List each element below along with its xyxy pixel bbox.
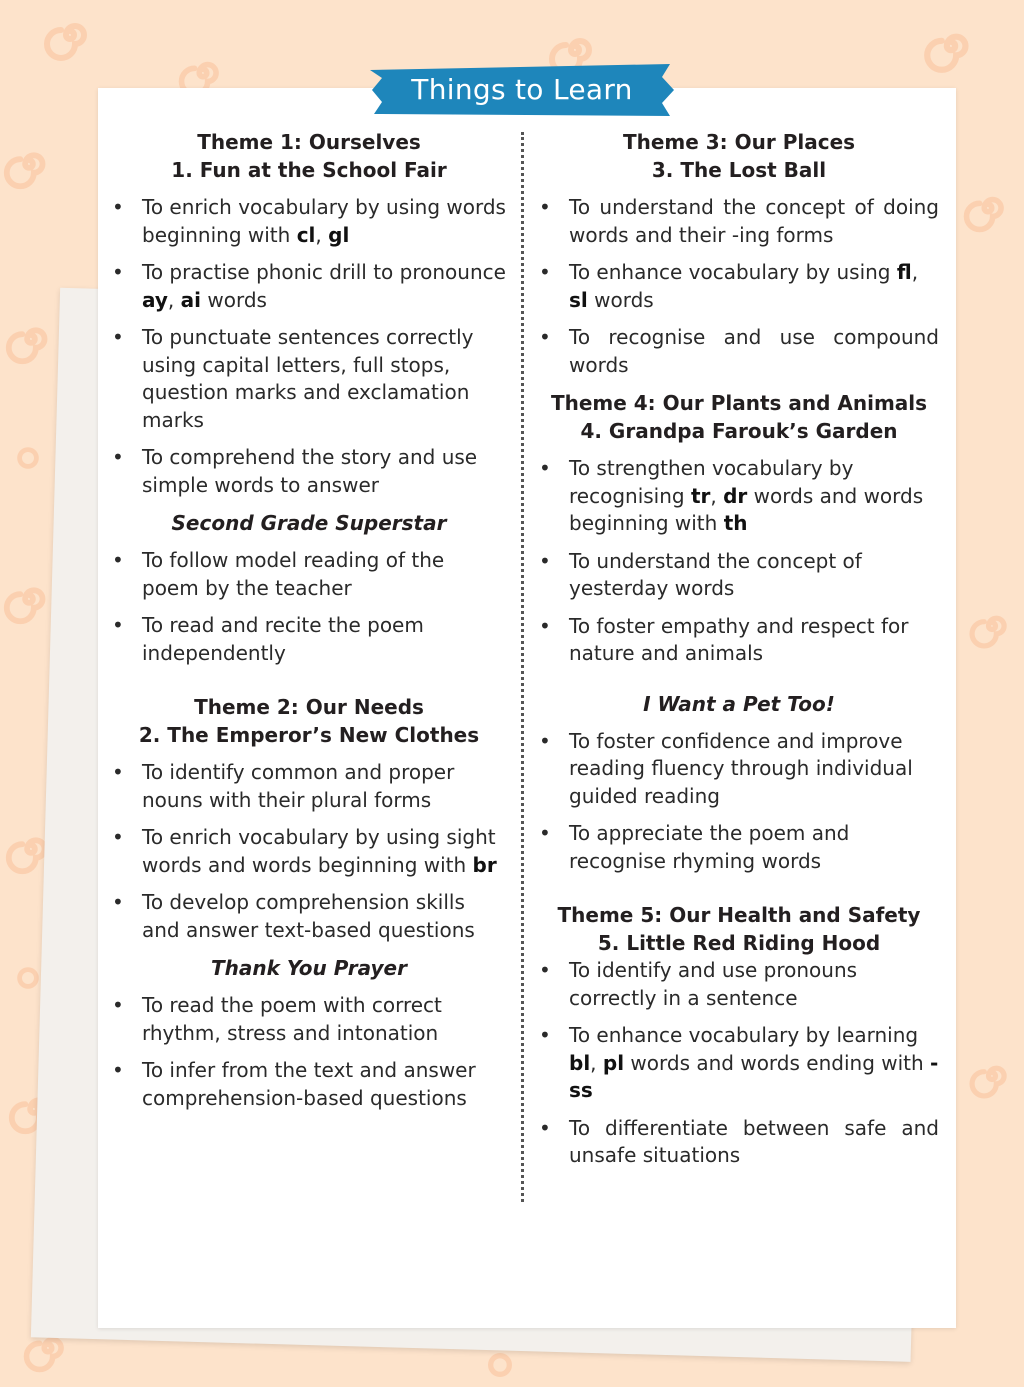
swirl-decoration-icon	[2, 310, 60, 368]
theme-title: Theme 4: Our Plants and Animals	[550, 391, 928, 415]
swirl-decoration-icon	[966, 600, 1018, 652]
theme-title: Theme 3: Our Places	[622, 130, 856, 154]
swirl-decoration-icon	[966, 1050, 1018, 1102]
list-item: • To develop comprehension skills and answer text-based questions	[112, 889, 506, 944]
left-column	[112, 128, 506, 1122]
list-item: • To comprehend the story and use simple words to answer	[112, 444, 506, 499]
swirl-decoration-icon	[40, 5, 100, 65]
theme-title: Theme 1: Ourselves	[197, 130, 421, 154]
poem-3-objectives	[539, 728, 939, 876]
list-item: • To foster empathy and respect for nature and animals	[539, 613, 939, 668]
theme-3-objectives	[539, 194, 939, 379]
list-item: • To recognise and use compound words	[539, 324, 939, 379]
swirl-decoration-icon	[10, 440, 46, 476]
poem-title: Thank You Prayer	[211, 956, 407, 980]
title-banner	[370, 64, 674, 116]
list-item: • To appreciate the poem and recognise rhyming words	[539, 820, 939, 875]
theme-5-objectives	[539, 957, 939, 1170]
list-item: • To enhance vocabulary by using fl, sl words	[539, 259, 939, 314]
list-item: • To practise phonic drill to pronounce ay, ai words	[112, 259, 506, 314]
lesson-title: 5. Little Red Riding Hood	[597, 931, 881, 955]
theme-1-objectives	[112, 194, 506, 499]
poem-title: Second Grade Superstar	[171, 511, 447, 535]
list-item: • To identify common and proper nouns with their plural forms	[112, 759, 506, 814]
theme-2-objectives	[112, 759, 506, 944]
column-divider	[521, 132, 524, 1202]
theme-2-heading	[112, 693, 506, 749]
theme-title: Theme 5: Our Health and Safety	[557, 903, 921, 927]
list-item: • To enrich vocabulary by using words beginning with cl, gl	[112, 194, 506, 249]
list-item: • To read and recite the poem independently	[112, 612, 506, 667]
list-item: • To strengthen vocabulary by recognising tr, dr words and words beginning with th	[539, 455, 939, 538]
list-item: • To differentiate between safe and unsafe situations	[539, 1115, 939, 1170]
list-item: • To enhance vocabulary by learning bl, pl words and words ending with -ss	[539, 1022, 939, 1105]
lesson-title: 3. The Lost Ball	[651, 158, 827, 182]
theme-title: Theme 2: Our Needs	[194, 695, 424, 719]
list-item: • To enrich vocabulary by using sight words and words beginning with br	[112, 824, 506, 879]
theme-3-heading	[539, 128, 939, 184]
list-item: • To punctuate sentences correctly using capital letters, full stops, question marks and exclamation marks	[112, 324, 506, 434]
poem-title: I Want a Pet Too!	[643, 691, 835, 716]
list-item: • To understand the concept of yesterday words	[539, 548, 939, 603]
list-item: • To follow model reading of the poem by the teacher	[112, 547, 506, 602]
right-column	[539, 128, 939, 1180]
list-item: • To infer from the text and answer comprehension-based questions	[112, 1057, 506, 1112]
list-item: • To understand the concept of doing words and their -ing forms	[539, 194, 939, 249]
swirl-decoration-icon	[960, 180, 1016, 236]
page-title: Things to Learn	[411, 73, 633, 106]
theme-1-heading	[112, 128, 506, 184]
theme-5-heading	[539, 901, 939, 957]
poem-2-objectives	[112, 992, 506, 1112]
swirl-decoration-icon	[920, 15, 982, 77]
lesson-title: 2. The Emperor’s New Clothes	[138, 723, 480, 747]
theme-4-objectives	[539, 455, 939, 668]
poem-1-objectives	[112, 547, 506, 667]
swirl-decoration-icon	[480, 1345, 520, 1385]
list-item: • To identify and use pronouns correctly in a sentence	[539, 957, 939, 1012]
lesson-title: 4. Grandpa Farouk’s Garden	[580, 419, 898, 443]
lesson-title: 1. Fun at the School Fair	[171, 158, 447, 182]
swirl-decoration-icon	[0, 135, 58, 193]
theme-4-heading	[539, 389, 939, 445]
swirl-decoration-icon	[0, 570, 58, 628]
list-item: • To read the poem with correct rhythm, stress and intonation	[112, 992, 506, 1047]
list-item: • To foster confidence and improve reading fluency through individual guided reading	[539, 728, 939, 811]
